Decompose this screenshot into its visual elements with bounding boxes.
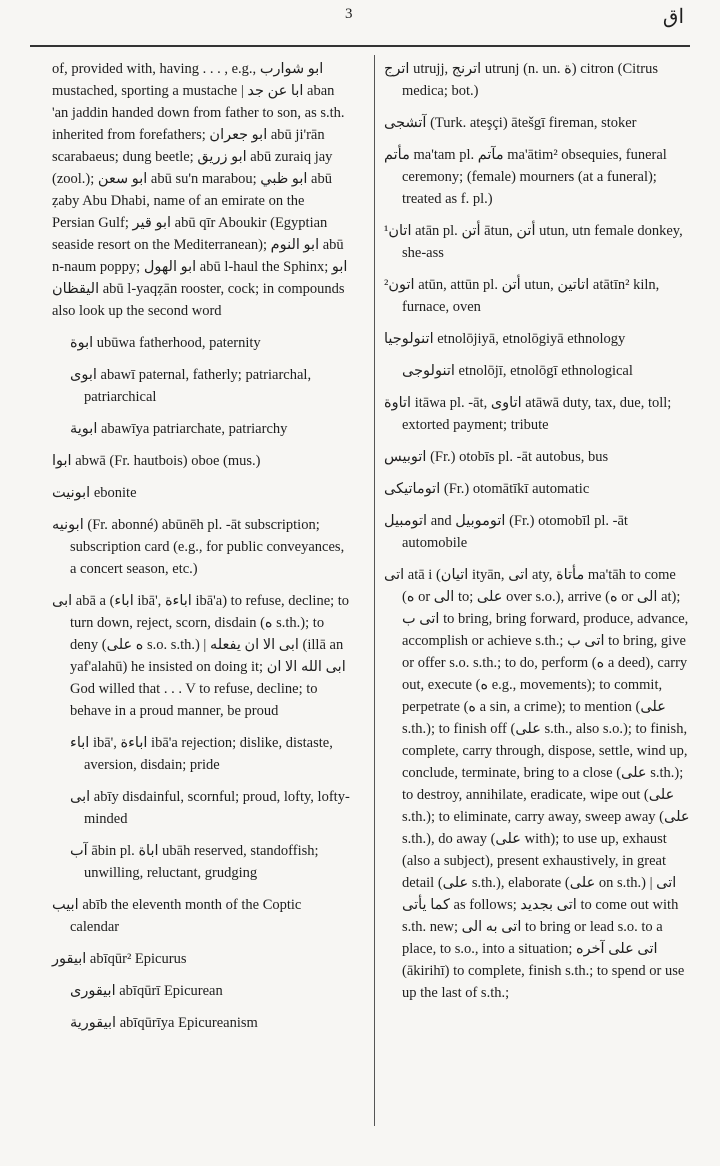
left-column bbox=[52, 58, 350, 1044]
dictionary-entry: مأتم ma'tam pl. مآتم ma'ātim² obsequies, funeral ceremony; (female) mourners (at a funeral); treated as f. pl.) bbox=[384, 147, 667, 207]
dictionary-entry: اباء ibā', اباءة ibā'a rejection; dislike, distaste, aversion, disdain; pride bbox=[70, 735, 333, 773]
dictionary-entry: اتوبيس (Fr.) otobīs pl. -āt autobus, bus bbox=[384, 449, 609, 465]
dictionary-entry: ابيقورى abīqūrī Epicurean bbox=[70, 983, 223, 999]
column-divider bbox=[374, 55, 375, 1126]
header-rule bbox=[30, 45, 690, 47]
dictionary-entry: اتى atā i (اتيان ityān, اتى aty, مأتاة ma'tāh to come (ه or الى to; على over s.o.), arrive (ه or الى at); اتى ب to bring, bring forward, produce, advance, accomplish or achieve s.th.; اتى ب to bring, give or offer s.o. s.th.; to do, perform (ه a deed), carry out, execute (ه e.g., movements); to commit, perpetrate (ه a sin, a crime); to mention (على s.th.); to finish off (على s.th., also s.o.); to finish, complete, carry through, dispose, settle, wind up, conclude, terminate, bring to a close (على s.th.); to destroy, annihilate, eradicate, wipe out (على s.th.); to eliminate, carry away, sweep away (على s.th.), do away (على with); to use up, exhaust (also a subject), present exhaustively, in great detail (على s.th.), elaborate (على on s.th.) | اتى كما يأتى as follows; اتى بجديد to come out with s.th. new; اتى به الى to bring or lead s.o. to a place, to s.o., into a situation; اتى على آخره (ākirihī) to complete, finish s.th.; to spend or use up the last of s.th.; bbox=[384, 567, 690, 1001]
dictionary-entry: ابيب abīb the eleventh month of the Coptic calendar bbox=[52, 897, 302, 935]
dictionary-entry: ابوة ubūwa fatherhood, paternity bbox=[70, 335, 261, 351]
dictionary-entry: اتوماتيكى (Fr.) otomātīkī automatic bbox=[384, 481, 590, 497]
dictionary-entry: ابونيه (Fr. abonné) abūnēh pl. -āt subscription; subscription card (e.g., for public conveyances, a concert season, etc.) bbox=[52, 517, 345, 577]
dictionary-entry: اتنولوجى etnolōjī, etnolōgī ethnological bbox=[402, 363, 633, 379]
dictionary-entry: ابيقورية abīqūrīya Epicureanism bbox=[70, 1015, 258, 1031]
page-number: 3 bbox=[345, 6, 353, 22]
dictionary-entry: ابوا abwā (Fr. hautbois) oboe (mus.) bbox=[52, 453, 261, 469]
dictionary-entry: ابوى abawī paternal, fatherly; patriarchal, patriarchical bbox=[70, 367, 312, 405]
dictionary-entry: ابيقور abīqūr² Epicurus bbox=[52, 951, 187, 967]
dictionary-entry: ابونيت ebonite bbox=[52, 485, 137, 501]
right-column bbox=[384, 58, 690, 1014]
dictionary-entry: آتشجى (Turk. ateşçi) ātešgī fireman, stoker bbox=[384, 115, 637, 131]
dictionary-entry: ابى abīy disdainful, scornful; proud, lofty, lofty-minded bbox=[70, 789, 350, 827]
dictionary-entry: اتاوة itāwa pl. -āt, اتاوى atāwā duty, tax, due, toll; extorted payment; tribute bbox=[384, 395, 672, 433]
dictionary-entry: of, provided with, having . . . , e.g., ابو شوارب mustached, sporting a mustache | ابا عن جد aban 'an jaddin handed down from father to son, as s.th. inherited from forefathers; ابو جعران abū ji'rān scarabaeus; dung beetle; ابو زريق abū zuraiq jay (zool.); ابو سعن abū su'n marabou; ابو ظبي abū ẓaby Abu Dhabi, name of an emirate on the Persian Gulf; ابو قير abū qīr Aboukir (Egyptian seaside resort on the Mediterranean); ابو النوم abū n-naum poppy; ابو الهول abū l-haul the Sphinx; ابو اليقظان abū l-yaqẓān rooster, cock; in compounds also look up the second word bbox=[52, 61, 348, 319]
dictionary-entry: اترج utrujj, اترنج utrunj (n. un. ة) citron (Citrus medica; bot.) bbox=[384, 61, 658, 99]
dictionary-entry: اتومبيل and اتوموبيل (Fr.) otomobīl pl. -āt automobile bbox=[384, 513, 628, 551]
dictionary-entry: ¹اتان atān pl. أتن ātun, أتن utun, utn female donkey, she-ass bbox=[384, 223, 683, 261]
dictionary-entry: آب ābin pl. اباة ubāh reserved, standoffish; unwilling, reluctant, grudging bbox=[70, 843, 319, 881]
dictionary-entry: اتنولوجيا etnolōjiyā, etnolōgiyā ethnology bbox=[384, 331, 626, 347]
dictionary-entry: ابوية abawīya patriarchate, patriarchy bbox=[70, 421, 288, 437]
dictionary-entry: ²اتون atūn, attūn pl. أتن utun, اتاتين atātīn² kiln, furnace, oven bbox=[384, 277, 660, 315]
head-word: اق bbox=[662, 6, 684, 28]
dictionary-entry: ابى abā a (اباء ibā', اباءة ibā'a) to refuse, decline; to turn down, reject, scorn, disdain (ه s.th.); to deny (ه على s.o. s.th.) | ابى الا ان يفعله (illā an yaf'alahū) he insisted on doing it; ابى الله الا ان God willed that . . . V to refuse, decline; to behave in a proud manner, be proud bbox=[52, 593, 350, 719]
